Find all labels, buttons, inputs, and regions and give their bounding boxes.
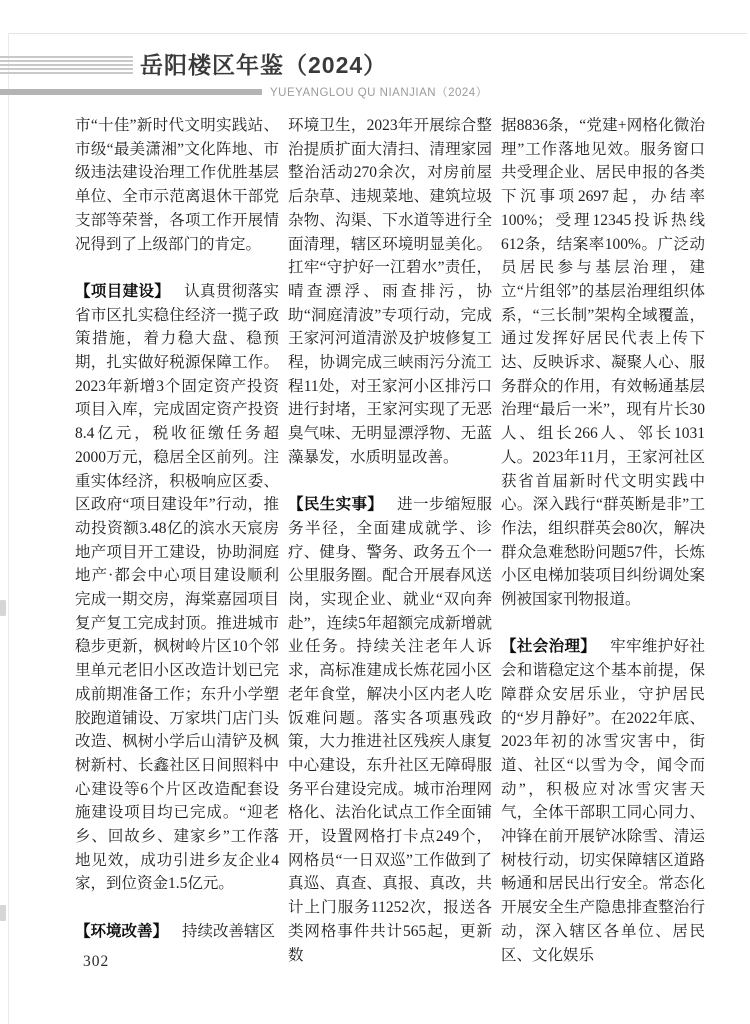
paragraph-text: 牢牢维护好社会和谐稳定这个基本前提，保障群众安居乐业，守护居民的“岁月静好”。在2022年底、2023年初的冰雪灾害中，街道、社区“以雪为令，闻令而动”，积极应对冰雪灾害天气，全体干部职工同心同力、冲锋在前开展铲冰除雪、清运树枝行动，切实保障辖区道路畅通和居民出行安全。常态化开展安全生产隐患排查整治行动，深入辖区各单位、居民区、文化娱乐 [501,638,705,964]
stripe [0,72,133,74]
section-heading-project: 【项目建设】 [75,282,171,300]
article-content [75,114,705,967]
header-subtitle-row [0,84,750,100]
paragraph-text: 持续改善辖区 [182,922,276,940]
paragraph [288,114,492,470]
page-edge-top [8,33,747,34]
page-header [0,50,750,100]
text-column-3 [501,114,705,967]
stripe [0,56,133,58]
paragraph [75,920,279,944]
scan-mark [0,905,6,921]
paragraph-text: 认真贯彻落实省市区扎实稳住经济一揽子政策措施，着力稳大盘、稳预期，扎实做好税源保障工作。2023年新增3个固定资产投资项目入库，完成固定资产投资8.4亿元，税收征缴任务超2000万元，稳居全区前列。注重实体经济，积极响应区委、区政府“项目建设年”行动，推动投资额3.48亿的滨水天宸房地产项目开工建设，协助洞庭地产·都会中心项目建设顺利完成一期交房，海棠嘉园项目复产复工完成封顶。推进城市稳步更新，枫树岭片区10个邻里单元老旧小区改造计划已完成前期准备工作；东升小学塑胶跑道铺设、万家垬门店门头改造、枫树小学后山清铲及枫树新村、长鑫社区日间照料中心建设等6个片区改造配套设施建设项目均已完成。“迎老乡、回故乡、建家乡”工作落地见效，成功引进乡友企业4家，到位资金1.5亿元。 [75,282,279,893]
page-number: 302 [83,953,110,970]
paragraph [501,635,705,967]
section-heading-governance: 【社会治理】 [501,638,597,656]
page-subtitle: YUEYANGLOU QU NIANJIAN（2024） [270,87,488,99]
scan-mark [0,600,6,616]
paragraph-text: 环境卫生，2023年开展综合整治提质扩面大清扫、清理家园整治活动270余次，对房前屋后杂草、违规菜地、建筑垃圾杂物、沟渠、下水道等进行全面清理，辖区环境明显美化。扛牢“守护好一江碧水”责任，晴查漂浮、雨查排污，协助“洞庭清波”专项行动，完成王家河河道清淤及护坡修复工程，协调完成三峡雨污分流工程11处，对王家河小区排污口进行封堵，王家河实现了无恶臭气味、无明显漂浮物、无蓝藻暴发，水质明显改善。 [288,117,492,466]
header-bar [0,89,262,95]
section-heading-environment: 【环境改善】 [75,922,169,940]
page-edge-left [8,33,9,1024]
paragraph [501,114,705,612]
page-title: 岳阳楼区年鉴（2024） [140,52,388,78]
stripe-decoration [0,56,133,74]
stripe [0,64,133,66]
section-heading-livelihood: 【民生实事】 [288,496,384,514]
stripe [0,68,133,70]
paragraph-text: 进一步缩短服务半径，全面建成就学、诊疗、健身、警务、政务五个一公里服务圈。配合开展春风送岗，实现企业、就业“双向奔赴”，连续5年超额完成新增就业任务。持续关注老年人诉求，高标准建成长炼花园小区老年食堂，解决小区内老人吃饭难问题。落实各项惠残政策，大力推进社区残疾人康复中心建设，东升社区无障碍服务平台建设完成。城市治理网格化、法治化试点工作全面铺开，设置网格打卡点249个，网格员“一日双巡”工作做到了真巡、真查、真报、真改，共计上门服务11252次，报送各类网格事件共计565起，更新数 [288,496,492,964]
paragraph [288,493,492,967]
paragraph [75,280,279,896]
header-title-row [0,50,750,80]
text-column-2 [288,114,492,967]
text-column-1 [75,114,279,967]
paragraph-text: 据8836条，“党建+网格化微治理”工作落地见效。服务窗口共受理企业、居民申报的各类下沉事项2697起，办结率100%；受理12345投诉热线612条，结案率100%。广泛动员居民参与基层治理，建立“片组邻”的基层治理组织体系，“三长制”架构全域覆盖，通过发挥好居民代表上传下达、反映诉求、凝聚人心、服务群众的作用，有效畅通基层治理“最后一米”，现有片长30人、组长266人、邻长1031人。2023年11月，王家河社区获省首届新时代文明实践中心。深入践行“群英断是非”工作法，组织群英会80次，解决群众急难愁盼问题57件，长炼小区电梯加装项目纠纷调处案例被国家刊物报道。 [501,117,705,609]
paragraph [75,114,279,256]
stripe [0,60,133,62]
paragraph-text: 市“十佳”新时代文明实践站、市级“最美潇湘”文化阵地、市级违法建设治理工作优胜基层单位、全市示范离退休干部党支部等荣誉，各项工作开展情况得到了上级部门的肯定。 [75,117,279,253]
